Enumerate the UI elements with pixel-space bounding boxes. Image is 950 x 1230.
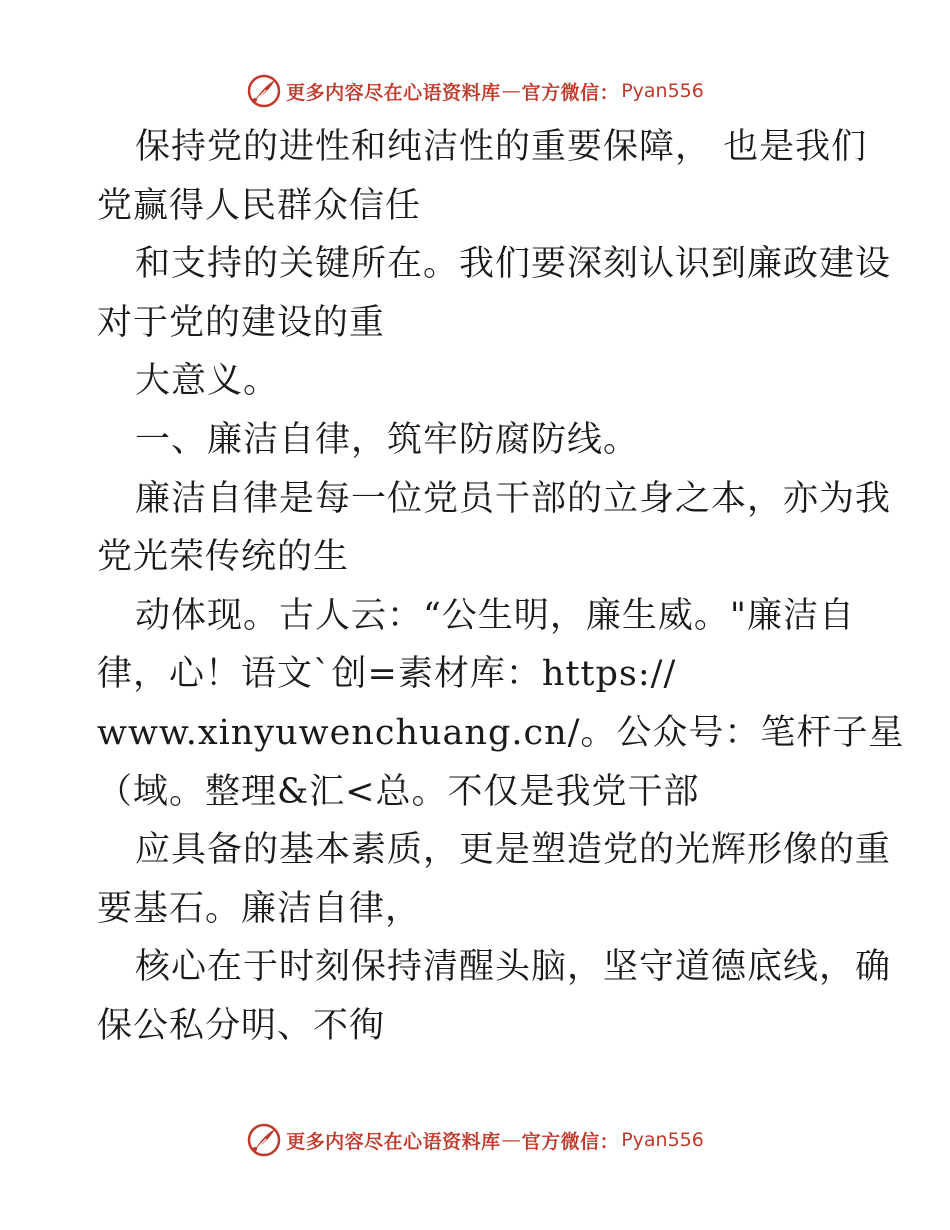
text-line: 保公私分明、不徇 [97,1005,386,1046]
watermark-site-name: 更多内容尽在心语资料库 [286,81,501,104]
watermark-dash: — [501,1129,521,1151]
document-body [97,118,905,1056]
text-line: 应具备的基本素质，更是塑造党的光辉形像的重 [135,830,892,871]
text-line: 大意义。 [135,361,280,402]
watermark-wechat-label: 官方微信： [521,81,620,104]
watermark-wechat-id: Pyan556 [621,1129,704,1151]
feather-pen-logo-icon [246,73,282,109]
watermark-wechat-label: 官方微信： [521,1130,620,1153]
text-line: 核心在于时刻保持清醒头脑，坚守道德底线，确 [135,947,892,988]
text-line: 和支持的关键所在。我们要深刻认识到廉政建设 [135,244,892,285]
header-watermark [0,71,950,111]
text-line: www.xinyuwenchuang.cn/。公众号：笔杆子星 [97,712,905,753]
section-heading: 一、廉洁自律，筑牢防腐防线。 [135,419,640,460]
text-line: 保持党的进性和纯洁性的重要保障， 也是我们 [135,127,868,167]
text-line: 廉洁自律是每一位党员干部的立身之本，亦为我 [135,478,892,519]
text-line: 对于党的建设的重 [97,302,386,343]
watermark-site-name: 更多内容尽在心语资料库 [286,1130,501,1153]
footer-watermark [0,1120,950,1160]
text-line: 党赢得人民群众信任 [97,185,422,226]
text-line: 律，心！语文`创=素材库：https:// [97,654,677,695]
text-line: （域。整理&汇<总。不仅是我党干部 [97,771,700,812]
text-line: 要基石。廉洁自律， [97,888,422,929]
watermark-wechat-id: Pyan556 [621,80,704,102]
text-line: 党光荣传统的生 [97,537,350,578]
text-line: 动体现。古人云：“公生明，廉生威。"廉洁自 [135,595,855,636]
feather-pen-logo-icon [246,1122,282,1158]
watermark-dash: — [501,80,521,102]
